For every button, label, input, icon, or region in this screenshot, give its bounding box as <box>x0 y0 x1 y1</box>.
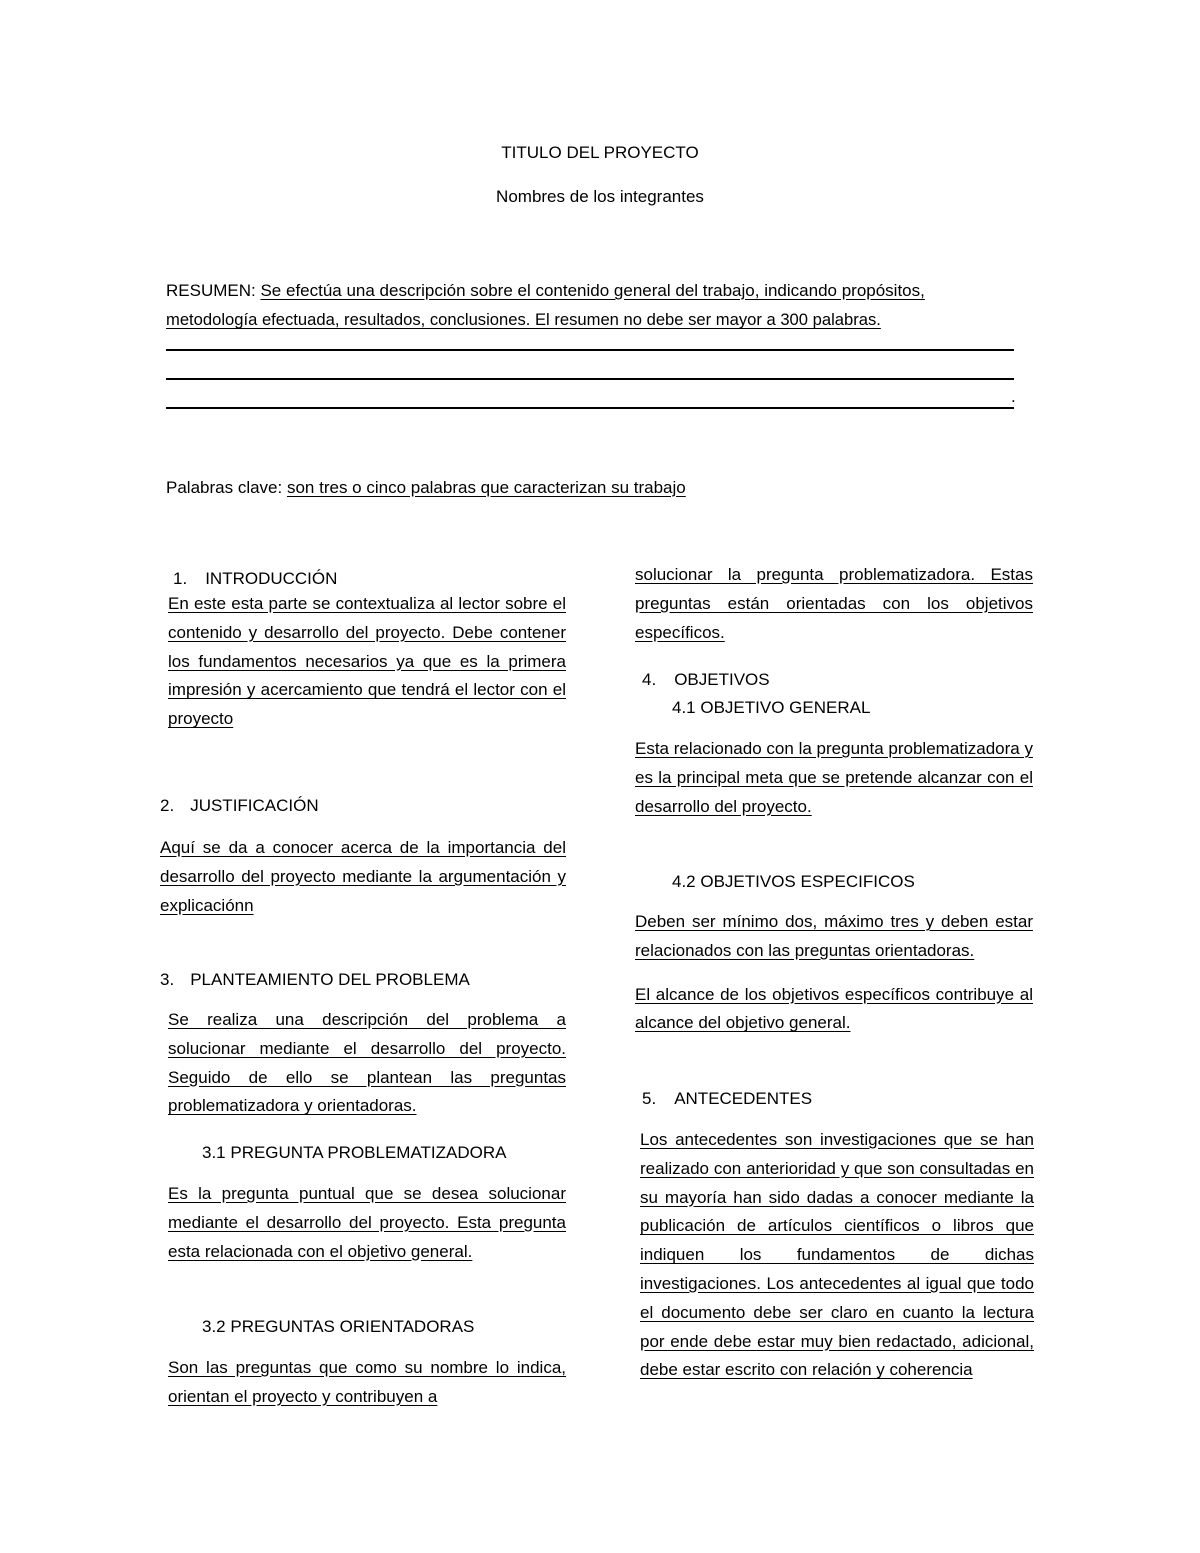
section-3-1-heading: 3.1 PREGUNTA PROBLEMATIZADORA <box>202 1143 507 1162</box>
section-1-title: INTRODUCCIÓN <box>205 569 338 588</box>
section-3-1-body <box>168 1180 566 1266</box>
section-2-number: 2. <box>160 796 175 815</box>
section-4-title: OBJETIVOS <box>674 670 770 689</box>
objetivos-especificos-text: Deben ser mínimo dos, máximo tres y deben estar relacionados con las preguntas orientadoras. <box>635 912 1033 960</box>
section-5-heading <box>642 1085 812 1113</box>
section-3-title: PLANTEAMIENTO DEL PROBLEMA <box>190 970 470 989</box>
section-3-number: 3. <box>160 970 175 989</box>
section-1-number: 1. <box>173 569 188 588</box>
objetivo-general-text: Esta relacionado con la pregunta problematizadora y es la principal meta que se pretende alcanzar con el desarrollo del proyecto. <box>635 739 1033 816</box>
section-3-2-body <box>168 1354 566 1412</box>
resumen-end-mark: . <box>1011 387 1016 406</box>
section-5-title: ANTECEDENTES <box>674 1089 813 1108</box>
section-5-number: 5. <box>642 1089 657 1108</box>
antecedentes-text: Los antecedentes son investigaciones que se han realizado con anterioridad y que son consultadas en su mayoría han sido dadas a conocer mediante la publicación de artículos científicos o libros que indiquen los fundamentos de dichas investigaciones. Los antecedentes al igual que todo el documento debe ser claro en cuanto la lectura por ende debe estar muy bien redactado, adicional, debe estar escrito con relación y coherencia <box>640 1130 1034 1380</box>
keywords-label: Palabras clave: <box>166 478 283 497</box>
keywords-text: son tres o cinco palabras que caracterizan su trabajo <box>286 478 686 497</box>
blank-line-1 <box>166 349 1014 351</box>
section-3-2-heading: 3.2 PREGUNTAS ORIENTADORAS <box>202 1317 475 1336</box>
pregunta-problematizadora-text: Es la pregunta puntual que se desea solucionar mediante el desarrollo del proyecto. Esta pregunta esta relacionada con el objetivo general. <box>168 1184 566 1261</box>
document-subtitle: Nombres de los integrantes <box>496 187 704 206</box>
resumen-line-1 <box>166 276 1036 305</box>
section-1-body <box>168 590 566 734</box>
section-2-body <box>160 834 566 920</box>
section-4-1-body <box>635 735 1033 821</box>
introduccion-text: En este esta parte se contextualiza al lector sobre el contenido y desarrollo del proyecto. Debe contener los fundamentos necesarios ya que es la primera impresión y acercamiento que tendrá el lector con el proyecto <box>168 594 566 729</box>
resumen-label: RESUMEN: <box>166 281 256 300</box>
section-2-title: JUSTIFICACIÓN <box>190 796 319 815</box>
blank-line-2 <box>166 378 1014 380</box>
resumen-text-line-1: Se efectúa una descripción sobre el contenido general del trabajo, indicando propósitos, <box>260 281 925 300</box>
section-3-body <box>168 1006 566 1121</box>
section-4-2-body <box>635 908 1033 1038</box>
justificacion-text: Aquí se da a conocer acerca de la importancia del desarrollo del proyecto mediante la argumentación y explicaciónn <box>160 838 566 915</box>
planteamiento-text: Se realiza una descripción del problema a solucionar mediante el desarrollo del proyecto. Seguido de ello se plantean las preguntas problematizadora y orientadoras. <box>168 1010 566 1116</box>
blank-line-3 <box>166 407 1014 409</box>
section-2-heading <box>160 792 319 820</box>
section-5-body <box>640 1126 1034 1385</box>
section-3-heading <box>160 966 470 994</box>
resumen-block <box>166 276 1036 334</box>
section-4-1-heading: 4.1 OBJETIVO GENERAL <box>672 698 871 717</box>
section-4-heading <box>642 666 770 694</box>
keywords-line <box>166 478 686 498</box>
continued-text: solucionar la pregunta problematizadora. Estas preguntas están orientadas con los objetivos específicos. <box>635 565 1033 642</box>
preguntas-orientadoras-text: Son las preguntas que como su nombre lo indica, orientan el proyecto y contribuyen a <box>168 1358 566 1406</box>
resumen-text-line-2: metodología efectuada, resultados, conclusiones. El resumen no debe ser mayor a 300 palabras. <box>166 310 881 329</box>
document-title: TITULO DEL PROYECTO <box>501 143 699 162</box>
section-4-2-heading: 4.2 OBJETIVOS ESPECIFICOS <box>672 872 915 891</box>
section-1-heading <box>173 565 337 593</box>
alcance-objetivos-text: El alcance de los objetivos específicos contribuye al alcance del objetivo general. <box>635 984 1033 1033</box>
section-4-number: 4. <box>642 670 657 689</box>
continued-body <box>635 561 1033 647</box>
